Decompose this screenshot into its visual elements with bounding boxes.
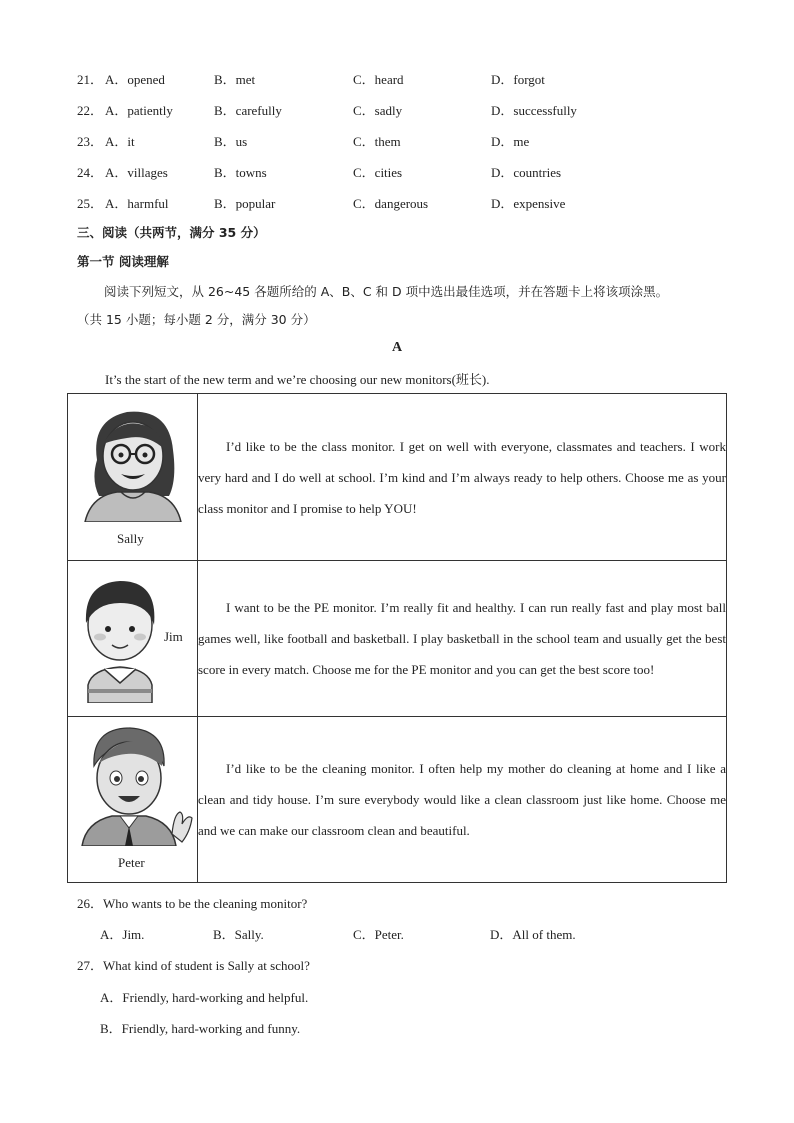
option-row-24 xyxy=(77,162,757,182)
option-c: C．cities xyxy=(353,165,403,180)
option-b: B．carefully xyxy=(214,103,282,118)
option-b: B．popular xyxy=(214,196,276,211)
q27-stem: 27．What kind of student is Sally at school? xyxy=(77,958,310,973)
passage-title: A xyxy=(391,340,403,355)
option-a: A．patiently xyxy=(105,103,173,118)
part1-heading: 第一节 阅读理解 xyxy=(77,254,169,269)
sally-caption: Sally xyxy=(117,531,144,546)
option-d: D．me xyxy=(491,134,530,149)
option-a: A．villages xyxy=(105,165,168,180)
option-d: D．countries xyxy=(491,165,562,180)
option-c: C．heard xyxy=(353,72,404,87)
option-a: A．it xyxy=(105,134,135,149)
q26-option-d: D．All of them. xyxy=(490,927,576,942)
option-d: D．forgot xyxy=(491,72,545,87)
option-a: A．opened xyxy=(105,72,165,87)
option-a: A．harmful xyxy=(105,196,169,211)
peter-speech-cell xyxy=(198,717,727,883)
section3-heading: 三、阅读（共两节，满分 35 分） xyxy=(77,225,266,240)
jim-picture-cell xyxy=(68,561,198,717)
q26-option-a: A．Jim. xyxy=(100,927,145,942)
q26-option-c: C．Peter. xyxy=(353,927,404,942)
option-c: C．dangerous xyxy=(353,196,429,211)
sally-speech-cell xyxy=(198,394,727,561)
question-number: 22． xyxy=(77,103,104,118)
instructions-line2: （共 15 小题；每小题 2 分，满分 30 分） xyxy=(77,312,316,327)
instructions-line1: 阅读下列短文，从 26~45 各题所给的 A、B、C 和 D 项中选出最佳选项，并在答题卡上将该项涂黑。 xyxy=(104,284,669,299)
passage-intro: It’s the start of the new term and we’re choosing our new monitors(班长). xyxy=(105,372,490,387)
option-row-23 xyxy=(77,131,757,151)
option-b: B．us xyxy=(214,134,248,149)
option-c: C．sadly xyxy=(353,103,403,118)
sally-picture-cell xyxy=(68,394,198,561)
sally-speech: I’d like to be the class monitor. I get on well with everyone, classmates and teachers. I work very hard and I do well at school. I’m kind and I’m always ready to help others. Choose me as your class monitor and I promise to help YOU! xyxy=(198,438,726,516)
option-b: B．met xyxy=(214,72,256,87)
option-c: C．them xyxy=(353,134,401,149)
option-row-21 xyxy=(77,69,757,89)
q26-option-b: B．Sally. xyxy=(213,927,264,942)
option-row-22 xyxy=(77,100,757,120)
question-number: 21． xyxy=(77,72,104,87)
peter-picture-cell xyxy=(68,717,198,883)
option-b: B．towns xyxy=(214,165,267,180)
q27-option-a: A．Friendly, hard-working and helpful. xyxy=(100,990,309,1005)
candidate-row-jim xyxy=(68,561,727,717)
candidates-table xyxy=(67,393,727,883)
q26-stem: 26．Who wants to be the cleaning monitor? xyxy=(77,896,308,911)
question-number: 24． xyxy=(77,165,104,180)
jim-speech-cell xyxy=(198,561,727,717)
question-number: 25． xyxy=(77,196,104,211)
candidate-row-peter xyxy=(68,717,727,883)
peter-caption: Peter xyxy=(118,855,145,870)
jim-speech: I want to be the PE monitor. I’m really fit and healthy. I can run really fast and play most ball games well, like football and basketball. I play basketball in the school team and usually get the best score in every match. Choose me for the PE monitor and you can get the best score too! xyxy=(198,600,726,677)
sally-portrait xyxy=(77,400,189,522)
peter-speech: I’d like to be the cleaning monitor. I often help my mother do cleaning at home and I like a clean and tidy house. I’m sure everybody would like a clean classroom just like home. Choose me and we can make our classroom clean and beautiful. xyxy=(198,761,726,838)
peter-portrait xyxy=(76,722,196,846)
jim-caption: Jim xyxy=(164,629,183,644)
question-number: 23． xyxy=(77,134,104,149)
option-d: D．expensive xyxy=(491,196,566,211)
candidate-row-sally xyxy=(68,394,727,561)
option-d: D．successfully xyxy=(491,103,577,118)
q27-option-b: B．Friendly, hard-working and funny. xyxy=(100,1021,301,1036)
option-row-25 xyxy=(77,193,757,213)
